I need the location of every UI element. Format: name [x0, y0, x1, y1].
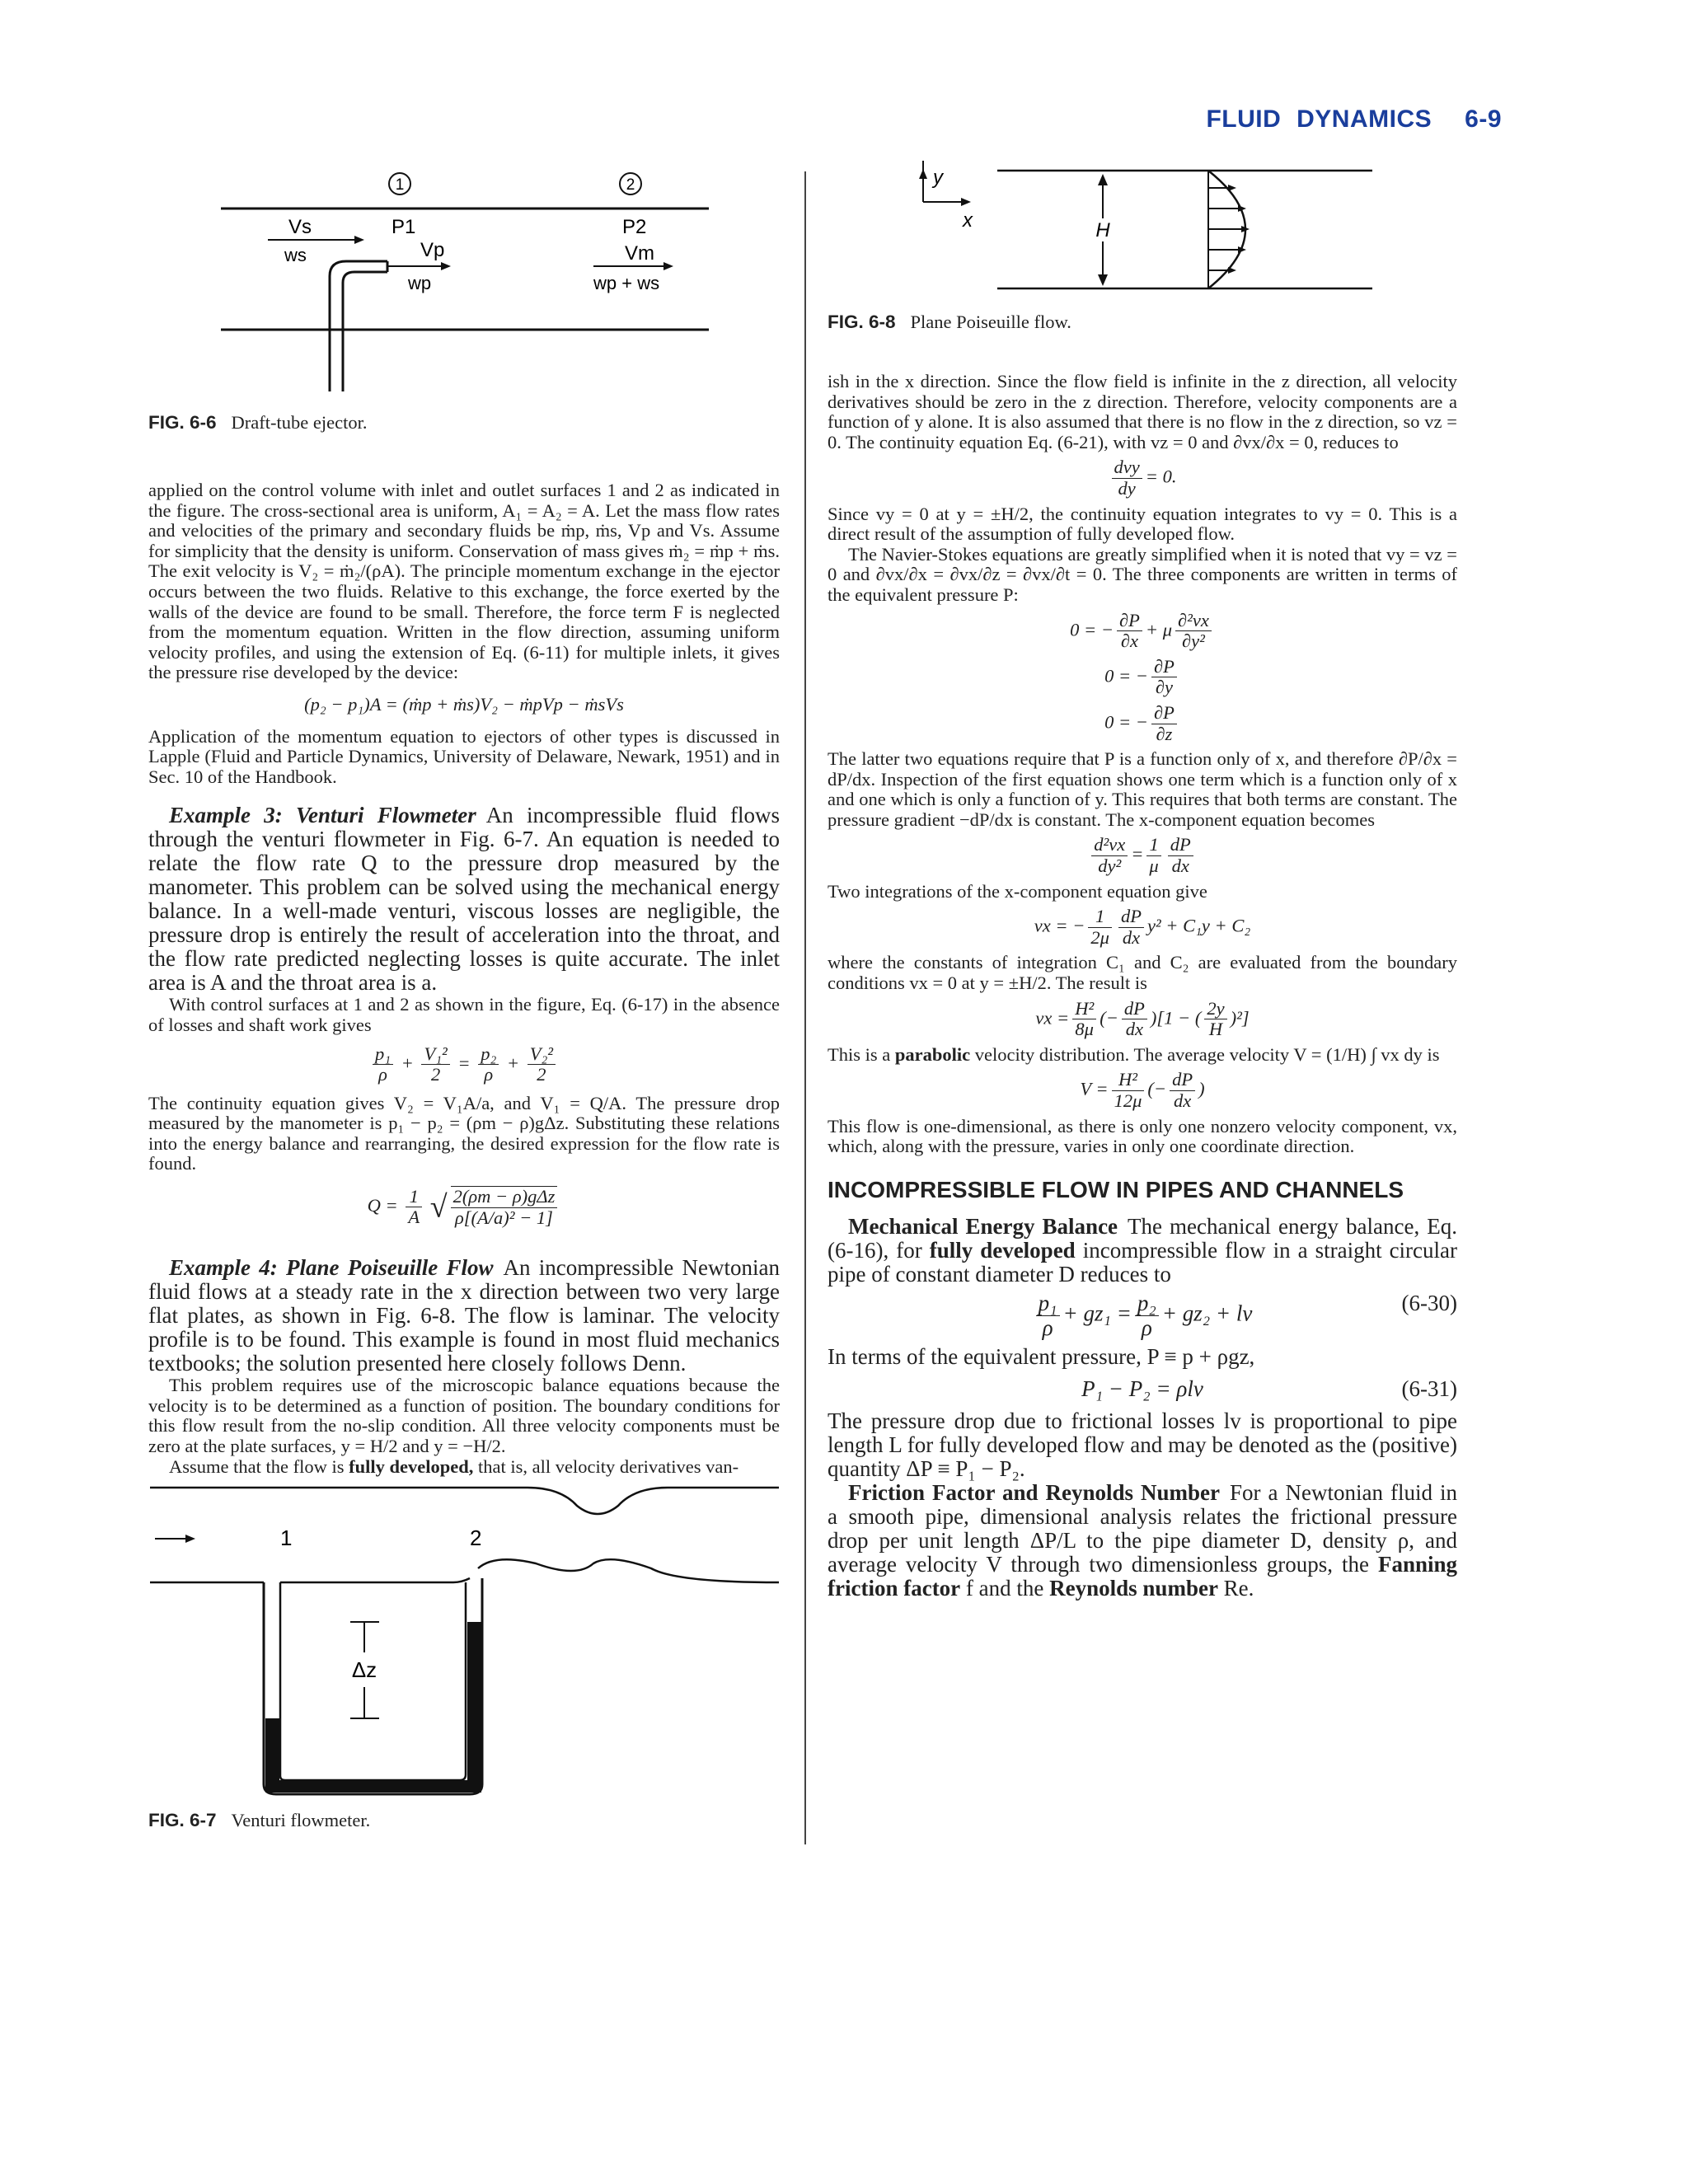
control-surface-paragraph: With control surfaces at 1 and 2 as shown in the figure, Eq. (6-17) in the absence of losses and shaft work gives [148, 994, 780, 1035]
fully-developed-paragraph: Assume that the flow is fully developed, that is, all velocity derivatives van- [169, 1455, 739, 1477]
label-vp: Vp [420, 239, 445, 261]
page-number: 6-9 [1465, 105, 1502, 133]
x-component-equation: $\frac{\text{d²vx}}{\text{dy²}}$ = $\frac{1}{\mu}$ $\frac{dP}{dx}$ [828, 835, 1457, 876]
ns-y-equation: 0 = − $\frac{\partial P}{\partial y}$ [828, 657, 1457, 698]
continuity-paragraph: The continuity equation gives V₂ = V₁A/a, and V₁ = Q/A. The pressure drop measured by the manometer is p₁ − p₂ = (ρm − ρ)gΔz. Substituting these relations into the energy balance and rearranging, the desired expression for the flow rate is found. [148, 1092, 780, 1174]
venturi-energy-equation: $\frac{\text{p₁}}{\rho}$ + $\frac{\text{V₁²}}{2}$ = $\frac{\text{p₂}}{\rho}$ + $\frac{\text{V₂²}}{2}$ [148, 1044, 780, 1085]
equation-6-30-number: (6-30) [1401, 1291, 1457, 1316]
vy-zero-paragraph: Since vy = 0 at y = ±H/2, the continuity equation integrates to vy = 0. This is a direct result of the assumption of fully developed flow. [828, 503, 1457, 545]
fig-6-8-label: FIG. 6-8 [828, 312, 896, 332]
one-dimensional-paragraph: This flow is one-dimensional, as there is only one nonzero velocity component, vx, which, along with the pressure, varies in only one coordinate direction. [828, 1115, 1457, 1157]
integration-paragraph: Two integrations of the x-component equation give [828, 880, 1207, 902]
boundary-conditions-paragraph: where the constants of integration C₁ and C₂ are evaluated from the boundary conditions vx = 0 at y = ±H/2. The result is [828, 952, 1457, 994]
ejector-momentum-equation: (p₂ − p₁)A = (ṁp + ṁs)V₂ − ṁpVp − ṁsVs [304, 693, 624, 715]
pipe-flow-section [828, 1215, 1457, 1601]
velocity-profile-equation: vx = $\frac{\text{H²}}{8\mu}$ (− $\frac{dP}{dx}$ )[1 − ( $\frac{2y}{H}$ )²] [1035, 997, 1250, 1040]
label-wp-ws: wp + ws [593, 273, 660, 293]
ejector-paragraph: applied on the control volume with inlet and outlet surfaces 1 and 2 as indicated in the figure. The cross-sectional area is uniform, A₁ = A₂ = A. Let the mass flow rates and velocities of the primary and secondary fluids be ṁp, ṁs, Vp and Vs. Assume for simplicity that the density is uniform. Conservation of mass gives ṁ₂ = ṁp + ṁs. The exit velocity is V₂ = ṁ₂/(ρA). The principle momentum exchange in the ejector occurs between the two fluids. Relative to this exchange, the force exerted by the walls of the device are found to be small. Therefore, the force term F is neglected from the momentum equation. Written in the flow direction, assuming uniform velocity profiles, and using the extension of Eq. (6-11) for multiple inlets, it gives the pressure rise developed by the device: [148, 480, 780, 683]
equation-6-30: $\frac{\text{p₁}}{\rho}$ + gz₁ = $\frac{\text{p₂}}{\rho}$ + gz₂ + lv (6-30) [828, 1291, 1457, 1340]
fig-6-6-label: FIG. 6-6 [148, 412, 217, 433]
example-4-title: Example 4: Plane Poiseuille Flow [169, 1255, 494, 1281]
column-divider [804, 171, 806, 1844]
station-2-label: 2 [626, 176, 635, 194]
average-velocity-equation: V = $\frac{\text{H²}}{12\mu}$ (− $\frac{dP}{dx}$ ) [1080, 1069, 1205, 1111]
axis-y-label: y [933, 166, 943, 189]
mech-energy-paragraph: Mechanical Energy Balance The mechanical energy balance, Eq. (6-16), for fully developed incompressible flow in a straight circular pipe of constant diameter D reduces to [828, 1214, 1458, 1287]
venturi-upper-wall [150, 1488, 779, 1514]
label-wp: wp [408, 273, 432, 293]
continuity-equation: $\frac{\text{dvy}}{dy}$ = 0. [828, 457, 1457, 499]
section-heading: INCOMPRESSIBLE FLOW IN PIPES AND CHANNELS [828, 1176, 1404, 1202]
navier-stokes-paragraph: The Navier-Stokes equations are greatly simplified when it is noted that vy = vz = 0 and ∂vx/∂x = ∂vx/∂z = ∂vx/∂t = 0. The three components are written in terms of the equivalent pressure P: [828, 543, 1457, 605]
station-2-label: 2 [470, 1526, 482, 1550]
figure-6-8-plane-poiseuille [907, 161, 1385, 305]
right-column [828, 372, 1457, 1601]
example-3-title: Example 3: Venturi Flowmeter [169, 803, 476, 828]
figure-6-6-draft-tube-ejector [214, 169, 717, 400]
label-p2: P2 [622, 216, 647, 238]
figure-6-7-venturi-flowmeter [148, 1471, 783, 1801]
left-column [148, 480, 780, 1477]
section-title: FLUID DYNAMICS [1206, 105, 1432, 133]
axis-x-label: x [963, 209, 973, 232]
venturi-lower-wall [478, 1559, 779, 1582]
label-vs: Vs [288, 216, 312, 238]
continuity-intro-paragraph: ish in the x direction. Since the flow field is infinite in the z direction, all velocity derivatives should be zero in the z direction. Therefore, velocity components are a function of y alone. It is also assumed that there is no flow in the z direction, so vz = 0. The continuity equation Eq. (6-21), with vz = 0 and ∂vx/∂x = 0, reduces to [828, 371, 1457, 452]
friction-factor-paragraph: Friction Factor and Reynolds Number For a Newtonian fluid in a smooth pipe, dimensional analysis relates the frictional pressure drop per unit length ΔP/L to the pipe diameter D, density ρ, and average velocity V through two dimensionless groups, the Fanning friction factor f and the Reynolds number Re. [828, 1480, 1457, 1601]
label-vm: Vm [625, 242, 654, 265]
gap-h-label: H [1095, 219, 1110, 241]
manometer-fluid-right [467, 1622, 481, 1793]
manometer-outer [264, 1578, 482, 1794]
fig-6-6-caption: FIG. 6-6 Draft-tube ejector. [148, 412, 368, 433]
page-header [1206, 105, 1502, 134]
equation-6-31-number: (6-31) [1401, 1376, 1457, 1402]
parabolic-paragraph: This is a parabolic velocity distribution. The average velocity V = (1/H) ∫ vx dy is [828, 1043, 1440, 1065]
station-1-label: 1 [280, 1526, 293, 1550]
lapple-paragraph: Application of the momentum equation to ejectors of other types is discussed in Lapple (Fluid and Particle Dynamics, University of Delaware, Newark, 1951) and in Sec. 10 of the Handbook. [148, 725, 780, 787]
frictional-loss-paragraph: The pressure drop due to frictional losses lv is proportional to pipe length L for fully developed flow and may be denoted as the (positive) quantity ΔP ≡ P₁ − P₂. [828, 1408, 1457, 1482]
ns-x-equation: 0 = − $\frac{\partial P}{\partial x}$ + μ $\frac{\text{∂²vx}}{\text{∂y²}}$ [828, 611, 1457, 652]
delta-z-label: Δz [351, 1657, 377, 1682]
label-p1: P1 [392, 216, 416, 238]
example-4-paragraph: Example 4: Plane Poiseuille Flow An incompressible Newtonian fluid flows at a steady rate in the x direction between two very large flat plates, as shown in Fig. 6-8. The flow is laminar. The velocity profile is to be found. This example is found in most fluid mechanics textbooks; the solution presented here closely follows Denn. [148, 1255, 780, 1376]
fig-6-7-label: FIG. 6-7 [148, 1810, 217, 1830]
integrated-velocity-equation: vx = − $\frac{1}{2\mu}$ $\frac{dP}{dx}$ y² + C₁y + C₂ [1034, 906, 1251, 948]
label-ws: ws [284, 245, 307, 265]
pressure-gradient-paragraph: The latter two equations require that P is a function only of x, and therefore ∂P/∂x = dP/dx. Inspection of the first equation shows one term which is a function only of x and one which is only a function of y. This requires that both terms are constant. The pressure gradient −dP/dx is constant. The x-component equation becomes [828, 748, 1457, 830]
equivalent-pressure-line: In terms of the equivalent pressure, P ≡ p + ρgz, [828, 1344, 1255, 1370]
draft-tube-outer [330, 261, 387, 391]
ns-z-equation: 0 = − $\frac{\partial P}{\partial z}$ [828, 703, 1457, 744]
microscopic-balance-paragraph: This problem requires use of the microscopic balance equations because the velocity is to be determined as a function of position. The boundary conditions for this flow result from the no-slip condition. All three velocity components must be zero at the plate surfaces, y = H/2 and y = −H/2. [148, 1375, 780, 1457]
equation-6-31: P₁ − P₂ = ρlv (6-31) [1081, 1376, 1457, 1402]
station-1-label: 1 [395, 176, 405, 194]
example-3-paragraph: Example 3: Venturi Flowmeter An incompressible fluid flows through the venturi flowmeter in Fig. 6-7. An equation is needed to relate the flow rate Q to the pressure drop measured by the manometer. This problem can be solved using the mechanical energy balance. In a well-made venturi, viscous losses are negligible, the pressure drop is entirely the result of acceleration into the throat, and the flow rate predicted neglecting losses is quite accurate. The inlet area is A and the throat area is a. [148, 803, 780, 996]
draft-tube-inner [343, 272, 387, 391]
venturi-flow-equation: Q = $\frac{1}{A}$ √ $\frac{\text{2(ρm − ρ)gΔz}}{\text{ρ[(A/a)² − 1]}}$ [148, 1186, 780, 1228]
fig-6-7-caption: FIG. 6-7 Venturi flowmeter. [148, 1810, 371, 1830]
fig-6-8-caption: FIG. 6-8 Plane Poiseuille flow. [828, 312, 1071, 332]
